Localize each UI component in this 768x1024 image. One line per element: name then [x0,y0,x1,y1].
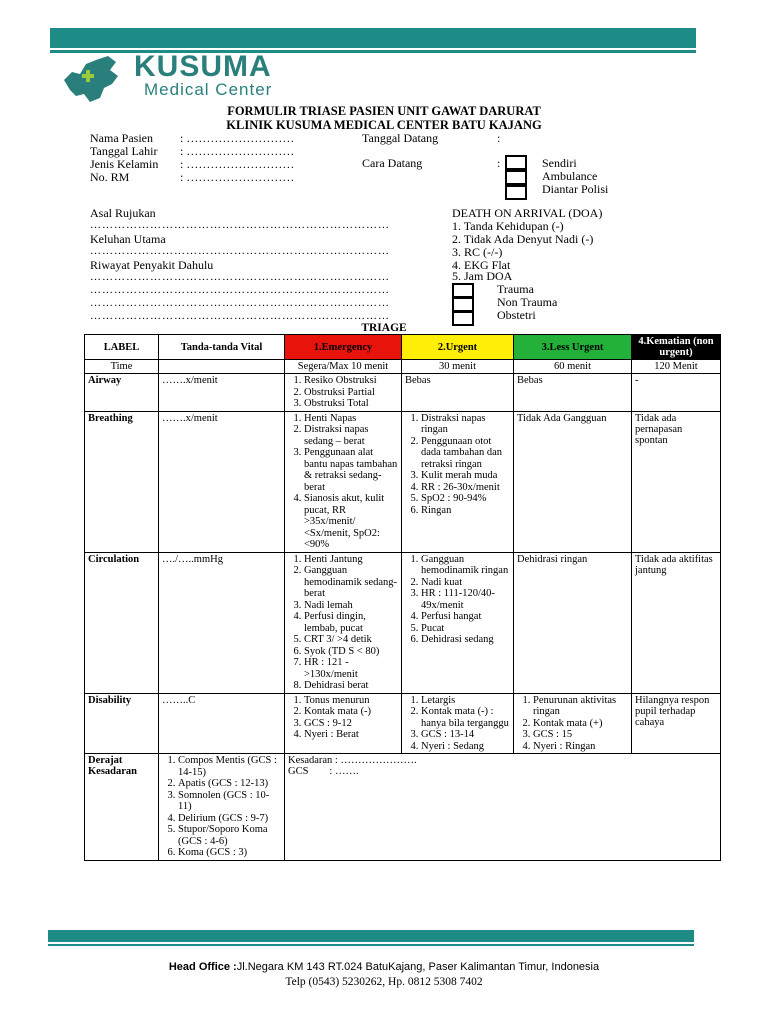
head-office-label: Head Office : [168,961,237,973]
doa-item-2: 2. Tidak Ada Denyut Nadi (-) [452,232,594,246]
list-item: 6. Ringan [421,505,510,517]
head-office-address: Jl.Negara KM 143 RT.024 BatuKajang, Paser Kalimantan Timur, Indonesia [236,961,600,973]
header-label: LABEL [85,335,159,360]
airway-emergency [285,374,402,412]
list-item: 3. HR : 111-120/40-49x/menit [421,588,510,611]
ambulance-checkbox[interactable] [505,170,527,185]
clinic-title: KLINIK KUSUMA MEDICAL CENTER BATU KAJANG [226,118,542,132]
triage-table [84,334,721,861]
doa-item-4: 4. EKG Flat [452,258,511,272]
list-item: 6. Koma (GCS : 3) [178,847,281,859]
time-vital [159,360,285,374]
table-row-airway [85,374,721,412]
list-item: 7. HR : 121 - >130x/menit [304,657,398,680]
list-item: 3. Nadi lemah [304,600,398,612]
footer-band [48,930,694,942]
non-trauma-checkbox[interactable] [452,297,474,312]
keluhan-label: Keluhan Utama [90,232,166,246]
jenis-field[interactable]: : ……………………… [180,157,295,171]
sendiri-label: Sendiri [542,156,577,170]
riwayat-line-1[interactable]: ………………………………………………………………… [90,271,390,283]
list-item: 2. Nadi kuat [421,577,510,589]
list-item: 3. Obstruksi Total [304,398,398,410]
nama-label: Nama Pasien [90,131,153,145]
list-item: 4. RR : 26-30x/menit [421,482,510,494]
list-item: 5. CRT 3/ >4 detik [304,634,398,646]
breathing-kematian: Tidak ada pernapasan spontan [632,411,721,552]
circulation-emergency [285,552,402,693]
sendiri-checkbox[interactable] [505,155,527,170]
list-item: 1. Distraksi napas ringan [421,413,510,436]
list-item: 6. Syok (TD S < 80) [304,646,398,658]
list-item: 2. Apatis (GCS : 12-13) [178,778,281,790]
logo-wordmark: KUSUMA [134,50,272,83]
time-label: Time [85,360,159,374]
list-item: 4. Nyeri : Sedang [421,741,510,753]
time-urgent: 30 menit [402,360,514,374]
riwayat-line-2[interactable]: ………………………………………………………………… [90,284,390,296]
list-item: 2. Penggunaan otot dada tambahan dan retraksi ringan [421,436,510,471]
airway-kematian: - [632,374,721,412]
list-item: 1. Tonus menurun [304,695,398,707]
keluhan-line[interactable]: ………………………………………………………………… [90,245,390,257]
kesadaran-field[interactable]: Kesadaran : …………………. [288,755,417,766]
tgl-lahir-label: Tanggal Lahir [90,144,158,158]
ambulance-label: Ambulance [542,169,598,183]
doa-item-3: 3. RC (-/-) [452,245,503,259]
breathing-vital-field[interactable]: …….x/menit [159,411,285,552]
trauma-checkbox[interactable] [452,283,474,298]
derajat-list [159,754,285,861]
norm-label: No. RM [90,170,130,184]
derajat-fields [285,754,721,861]
list-item: 1. Letargis [421,695,510,707]
table-row-circulation [85,552,721,693]
doa-item-1: 1. Tanda Kehidupan (-) [452,219,564,233]
header-kematian: 4.Kematian (non urgent) [632,335,721,360]
list-item: 2. Distraksi napas sedang – berat [304,424,398,447]
obstetri-label: Obstetri [497,308,536,322]
asal-rujukan-line[interactable]: ………………………………………………………………… [90,219,390,231]
riwayat-label: Riwayat Penyakit Dahulu [90,258,214,272]
doa-item-5: 5. Jam DOA [452,269,513,283]
footer-band-line [48,944,694,946]
list-item: 6. Dehidrasi sedang [421,634,510,646]
list-item: 5. Stupor/Soporo Koma (GCS : 4-6) [178,824,281,847]
gcs-field[interactable]: GCS : ……. [288,766,359,777]
list-item: 3. GCS : 9-12 [304,718,398,730]
table-row-derajat [85,754,721,861]
asal-rujukan-label: Asal Rujukan [90,206,156,220]
circulation-kematian: Tidak ada aktifitas jantung [632,552,721,693]
list-item: 4. Delirium (GCS : 9-7) [178,813,281,825]
time-less-urgent: 60 menit [514,360,632,374]
disability-kematian: Hilangnya respon pupil terhadap cahaya [632,693,721,754]
list-item: 2. Kontak mata (-) : hanya bila terganggu [421,706,510,729]
doa-title: DEATH ON ARRIVAL (DOA) [452,206,603,220]
form-title: FORMULIR TRIASE PASIEN UNIT GAWAT DARURAT [227,104,541,118]
nama-field[interactable]: : ……………………… [180,131,295,145]
list-item: 2. Kontak mata (-) [304,706,398,718]
list-item: 2. Kontak mata (+) [533,718,628,730]
polisi-checkbox[interactable] [505,185,527,200]
tgl-datang-colon: : [497,131,501,145]
kusuma-logo [60,50,320,106]
list-item: 3. GCS : 13-14 [421,729,510,741]
breathing-less-urgent: Tidak Ada Gangguan [514,411,632,552]
table-header-row [85,335,721,360]
list-item: 5. SpO2 : 90-94% [421,493,510,505]
list-item: 2. Gangguan hemodinamik sedang-berat [304,565,398,600]
list-item: 1. Penurunan aktivitas ringan [533,695,628,718]
norm-field[interactable]: : ……………………… [180,170,295,184]
airway-vital-field[interactable]: …….x/menit [159,374,285,412]
disability-label: Disability [85,693,159,754]
list-item: 1. Henti Napas [304,413,398,425]
header-emergency: 1.Emergency [285,335,402,360]
triage-title: TRIAGE [361,322,407,334]
breathing-emergency [285,411,402,552]
map-logo-icon [60,50,130,106]
list-item: 1. Compos Mentis (GCS : 14-15) [178,755,281,778]
trauma-label: Trauma [497,282,534,296]
list-item: 4. Perfusi hangat [421,611,510,623]
list-item: 1. Gangguan hemodinamik ringan [421,554,510,577]
polisi-label: Diantar Polisi [542,182,609,196]
circulation-less-urgent: Dehidrasi ringan [514,552,632,693]
jenis-label: Jenis Kelamin [90,157,159,171]
list-item: 4. Perfusi dingin, lembab, pucat [304,611,398,634]
list-item: 4. Nyeri : Berat [304,729,398,741]
time-kematian: 120 Menit [632,360,721,374]
list-item: 2. Obstruksi Partial [304,387,398,399]
list-item: 3. Penggunaan alat bantu napas tambahan & retraksi sedang-berat [304,447,398,493]
list-item: 4. Sianosis akut, kulit pucat, RR >35x/menit/ <Sx/menit, SpO2: <90% [304,493,398,551]
circulation-vital-field[interactable]: …./…..mmHg [159,552,285,693]
table-row-breathing [85,411,721,552]
list-item: 5. Pucat [421,623,510,635]
table-row-disability [85,693,721,754]
tgl-datang-label: Tanggal Datang [362,131,439,145]
breathing-urgent [402,411,514,552]
circulation-label: Circulation [85,552,159,693]
list-item: 3. Kulit merah muda [421,470,510,482]
list-item: 8. Dehidrasi berat [304,680,398,692]
derajat-label: Derajat Kesadaran [85,754,159,861]
disability-vital-field[interactable]: ……..C [159,693,285,754]
list-item: 4. Nyeri : Ringan [533,741,628,753]
header-vital: Tanda-tanda Vital [159,335,285,360]
cara-datang-colon: : [497,156,501,170]
list-item: 3. Somnolen (GCS : 10-11) [178,790,281,813]
table-row-time [85,360,721,374]
non-trauma-label: Non Trauma [497,295,558,309]
header-band [50,28,696,48]
airway-less-urgent: Bebas [514,374,632,412]
list-item: 3. GCS : 15 [533,729,628,741]
footer-address-line [0,961,768,973]
time-emergency: Segera/Max 10 menit [285,360,402,374]
breathing-label: Breathing [85,411,159,552]
disability-emergency [285,693,402,754]
disability-less-urgent [514,693,632,754]
header-urgent: 2.Urgent [402,335,514,360]
cara-datang-label: Cara Datang [362,156,423,170]
footer-phone: Telp (0543) 5230262, Hp. 0812 5308 7402 [285,976,483,988]
list-item: 1. Resiko Obstruksi [304,375,398,387]
logo-subtitle: Medical Center [144,80,273,99]
disability-urgent [402,693,514,754]
riwayat-line-3[interactable]: ………………………………………………………………… [90,297,390,309]
circulation-urgent [402,552,514,693]
airway-urgent: Bebas [402,374,514,412]
list-item: 1. Henti Jantung [304,554,398,566]
header-less-urgent: 3.Less Urgent [514,335,632,360]
tgl-lahir-field[interactable]: : ……………………… [180,144,295,158]
airway-label: Airway [85,374,159,412]
riwayat-line-4[interactable]: ………………………………………………………………… [90,310,390,322]
